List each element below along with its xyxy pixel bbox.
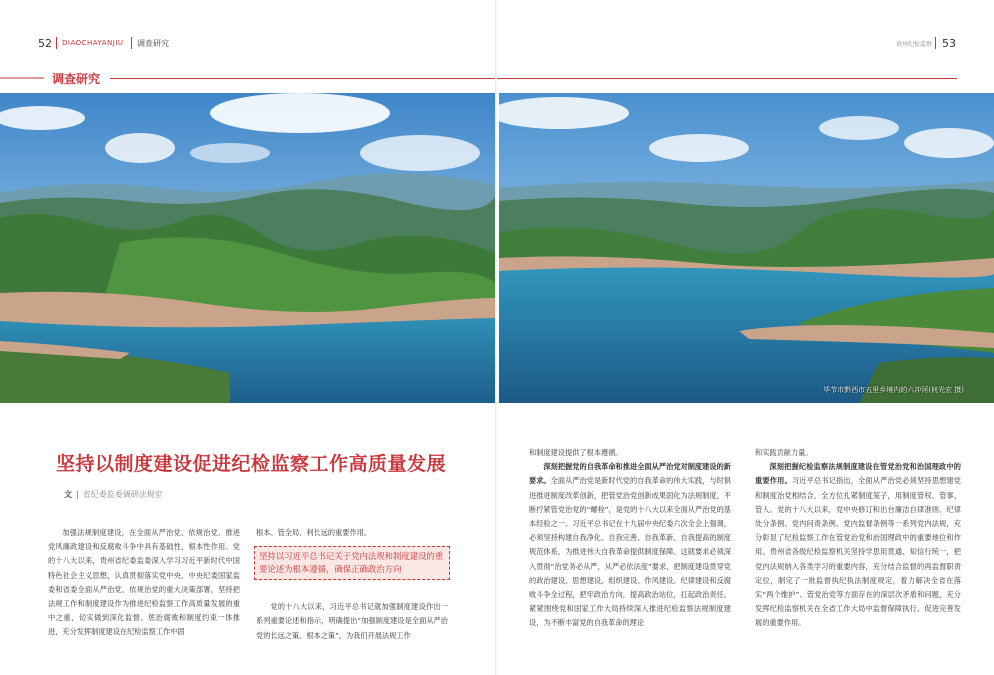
paragraph: 和实践贡献力量。 xyxy=(755,448,813,457)
right-page xyxy=(497,0,994,675)
subheading: 深刻把握党的自我革命和推进全面从严治党对制度建设的新要求。 xyxy=(529,462,731,486)
magazine-name: DIAOCHAYANJIU xyxy=(62,39,124,47)
byline-author: 省纪委监委调研法规室 xyxy=(82,490,163,499)
header-section-name: 调查研究 xyxy=(137,39,169,48)
paragraph: 党的十八大以来，习近平总书记就加强制度建设作出一系列重要论述和指示，明确提出“加强制度建设是全面从严治党的长远之策、根本之策”，为我们开展法规工作 xyxy=(256,602,448,640)
paragraph: 根本、管全局、利长远的重要作用。 xyxy=(256,528,372,537)
text-column-1 xyxy=(48,526,240,640)
left-page-number: 52 xyxy=(38,37,52,50)
byline: 文 | 省纪委监委调研法规室 xyxy=(64,490,163,499)
landscape-photo-right xyxy=(499,93,994,403)
paragraph: 加强法规制度建设，在全面从严治党、依规治党、推进党风廉政建设和反腐败斗争中具有基础性、根本性作用。党的十八大以来，贵州省纪委监委深入学习习近平新时代中国特色社会主义思想，认真贯彻落实党中央、中央纪委国家监委和省委全面从严治党、依规治党的重大决策部署，坚持把法规工作和制度建设作为推进纪检监察工作高质量发展的重中之重，切实做到深化监督、惩治腐败和制度约束一体推进，充分发挥制度建设在纪检监察工作中固 xyxy=(48,528,240,637)
right-page-number: 53 xyxy=(942,37,956,50)
section-rule xyxy=(110,78,497,79)
right-magazine-name: 贵州纪检监察 xyxy=(895,41,932,48)
paragraph: 和制度建设提供了根本遵循。 xyxy=(529,448,623,457)
landscape-photo-left xyxy=(0,93,495,403)
paragraph xyxy=(755,460,961,630)
photo-caption: 毕节市黔西市五里乡境内的六冲河(何光宏 摄) xyxy=(823,386,964,394)
paragraph-body: 全面从严治党是新时代党的自我革命的伟大实践，与时俱进推进制度改革创新，把管党治党创新成果固化为法规制度，不断拧紧管党治党的“螺栓”，是党的十八大以来全面从严治党的基本经验之一。习近平总书记在十九届中央纪委六次全会上强调，必须坚持构建自我净化、自我完善、自我革新、自我提高的制度规范体系，为推进伟大自我革命提供制度保障。这就要求必须深入贯彻“治党务必从严，从严必依法度”要求，把制度建设贯穿党的政治建设、思想建设、组织建设、作风建设、纪律建设和反腐败斗争全过程，把牢政治方向，提高政治站位，扛起政治责任，紧紧围绕党和国家工作大局持续深入推进纪检监察法规制度建设，为不断丰富党的自我革命的理论 xyxy=(529,476,731,628)
section-label: 调查研究 xyxy=(52,72,101,86)
text-column-4 xyxy=(755,446,961,631)
text-column-2 xyxy=(256,526,448,643)
byline-prefix: 文 xyxy=(64,490,72,499)
paragraph-body: 习近平总书记指出，全面从严治党必须坚持思想建党和制度治党相结合，全方位扎紧制度笼子，用制度管权、管事、管人。党的十八大以来，党中央修订和出台廉洁自律准则、纪律处分条例、党内问责条例、党内监督条例等一系列党内法规，充分彰显了纪检监察工作在管党治党和治国理政中的重要地位和作用。贵州省各级纪检监察机关坚持学思用贯通、知信行统一，把党内法规纳入各类学习的重要内容，充分结合监督的再监督职责定位，制定了一批监督执纪执法制度规定，着力解决全省在落实“两个维护”、管党治党等方面存在的深层次矛盾和问题，充分发挥纪检监察机关在全省工作大局中监督保障执行、促进完善发展的重要作用。 xyxy=(755,476,961,628)
section-tick-icon xyxy=(0,73,44,79)
article-title: 坚持以制度建设促进纪检监察工作高质量发展 xyxy=(56,453,447,475)
section-rule xyxy=(497,78,957,79)
paragraph xyxy=(529,460,731,630)
subheading: 深刻把握纪检监察法规制度建设在管党治党和治国理政中的重要作用。 xyxy=(755,462,961,486)
header-separator xyxy=(56,37,57,49)
header-separator xyxy=(131,37,132,49)
text-column-3 xyxy=(529,446,731,631)
header-separator xyxy=(935,37,936,49)
pull-quote: 坚持以习近平总书记关于党内法规和制度建设的重要论述为根本遵循，确保正确政治方向 xyxy=(254,546,450,580)
